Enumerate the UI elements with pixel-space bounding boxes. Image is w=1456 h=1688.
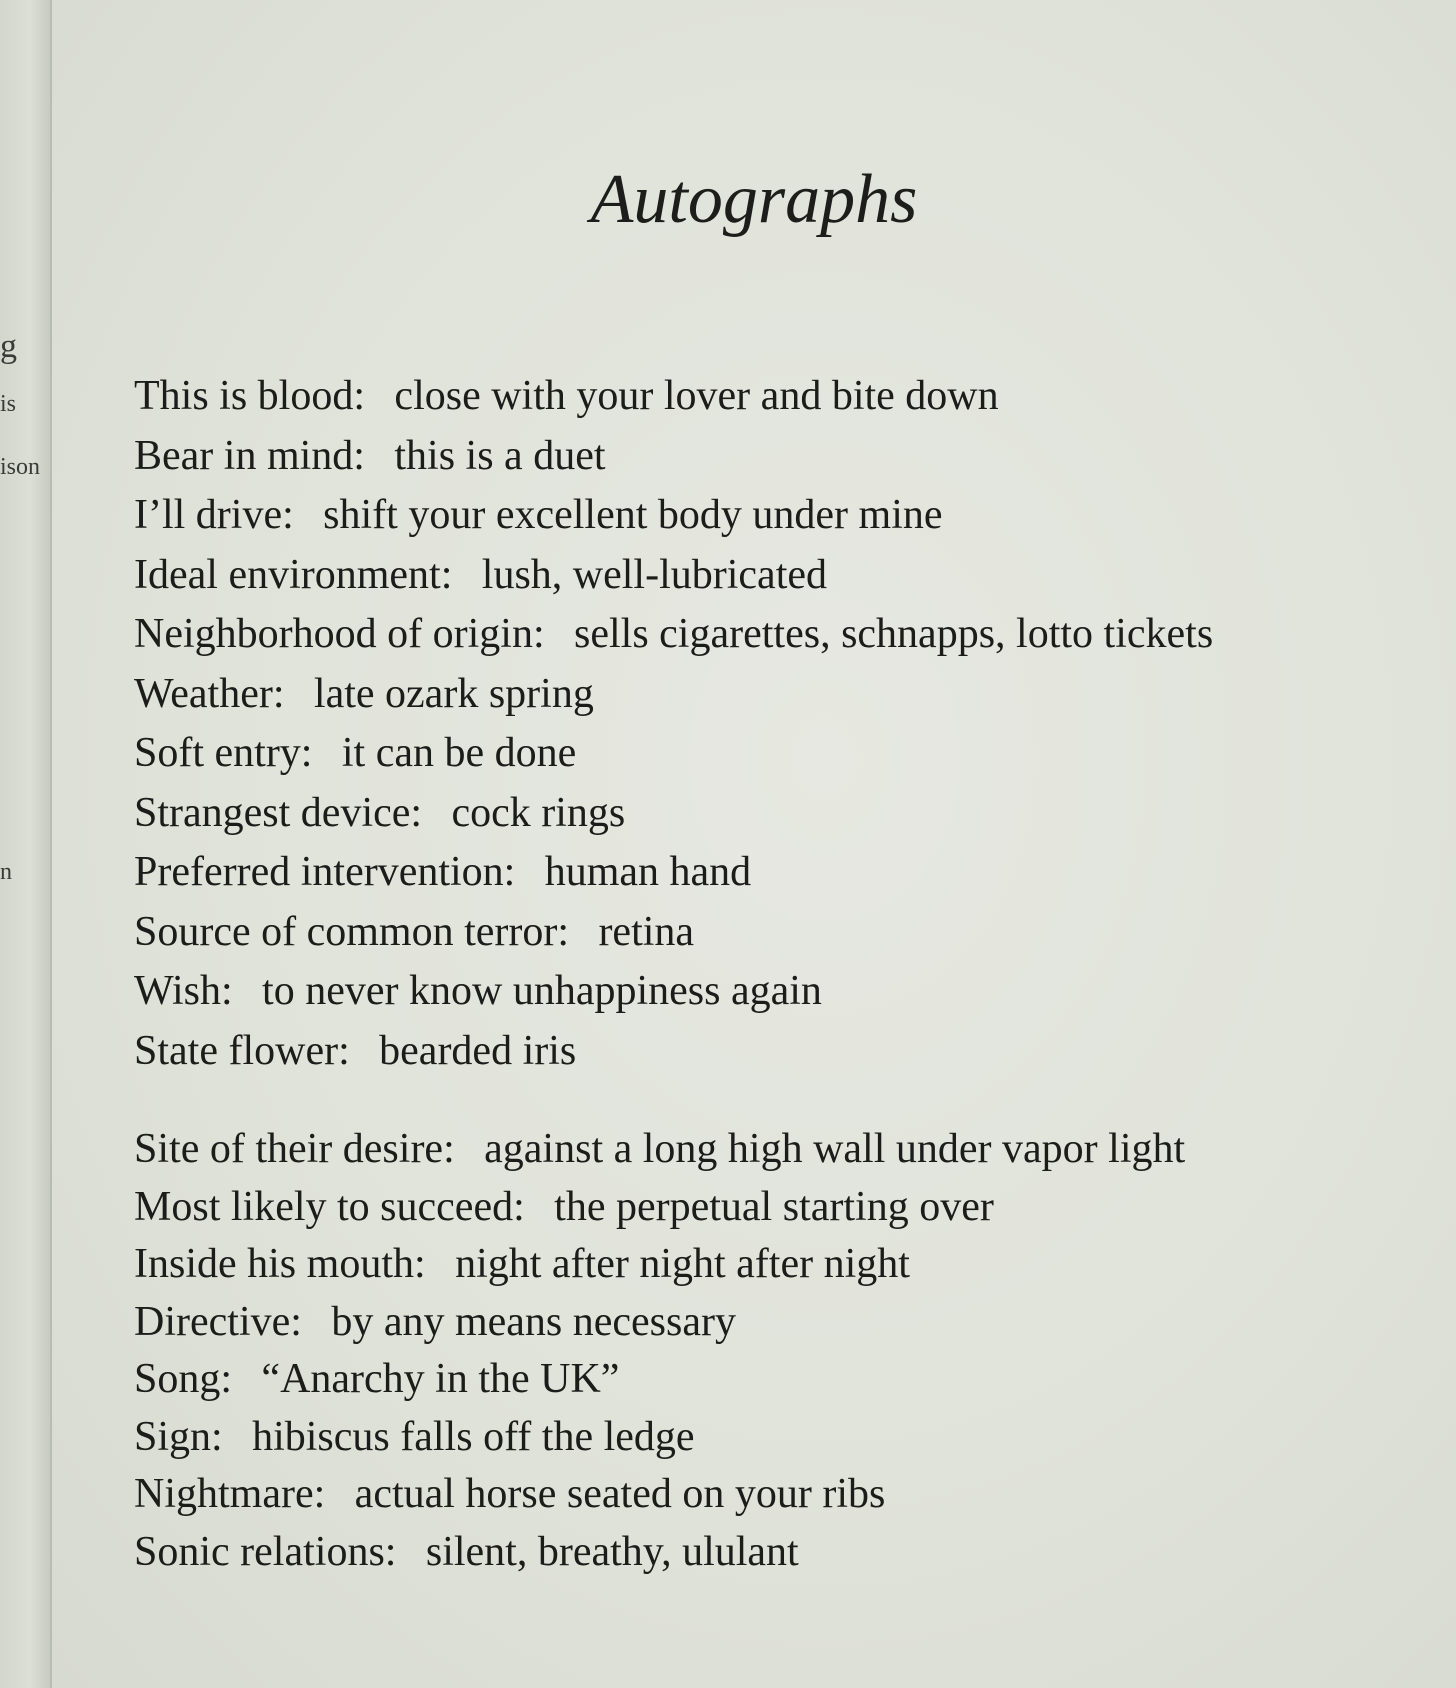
line-value: hibiscus falls off the ledge bbox=[252, 1413, 695, 1460]
margin-fragment: n bbox=[0, 859, 12, 885]
line-value: to never know unhappiness again bbox=[262, 968, 822, 1014]
line-value: close with your lover and bite down bbox=[394, 373, 999, 419]
poem-line bbox=[134, 1298, 1434, 1356]
poem-line bbox=[134, 1027, 1434, 1087]
line-value: night after night after night bbox=[455, 1241, 910, 1287]
line-label: State flower: bbox=[134, 1027, 350, 1074]
line-value: lush, well-lubricated bbox=[481, 551, 828, 598]
line-label: Source of common terror: bbox=[134, 908, 570, 955]
poem-line bbox=[134, 610, 1434, 670]
line-value: against a long high wall under vapor light bbox=[484, 1126, 1186, 1172]
line-label: Song: bbox=[134, 1356, 233, 1402]
line-label: This is blood: bbox=[134, 373, 366, 419]
line-label: Ideal environment: bbox=[134, 551, 453, 598]
line-value: shift your excellent body under mine bbox=[323, 492, 943, 538]
line-label: Bear in mind: bbox=[134, 432, 365, 479]
margin-fragment: g bbox=[0, 328, 17, 365]
line-label: Most likely to succeed: bbox=[134, 1183, 525, 1230]
line-value: this is a duet bbox=[394, 432, 606, 479]
poem-line bbox=[134, 1413, 1434, 1471]
poem-line bbox=[134, 848, 1434, 908]
poem-line bbox=[134, 1528, 1434, 1586]
poem-title: Autographs bbox=[590, 161, 918, 238]
line-label: Wish: bbox=[134, 968, 233, 1014]
line-value: by any means necessary bbox=[331, 1298, 736, 1345]
line-value: bearded iris bbox=[379, 1027, 577, 1074]
line-value: “Anarchy in the UK” bbox=[261, 1356, 620, 1402]
line-label: Weather: bbox=[134, 670, 285, 717]
line-label: Site of their desire: bbox=[134, 1126, 455, 1172]
facing-page-edge bbox=[0, 0, 52, 1688]
line-label: Preferred intervention: bbox=[134, 849, 516, 895]
poem-line bbox=[134, 1125, 1434, 1183]
line-label: Strangest device: bbox=[134, 789, 423, 836]
line-label: Sign: bbox=[134, 1413, 223, 1460]
margin-fragment: is bbox=[0, 391, 17, 417]
margin-fragment: ison bbox=[0, 454, 41, 480]
poem-line bbox=[134, 551, 1434, 611]
poem-line bbox=[134, 670, 1434, 730]
line-label: Nightmare: bbox=[134, 1471, 326, 1517]
line-value: sells cigarettes, schnapps, lotto tickets bbox=[574, 611, 1214, 657]
poem-line bbox=[134, 967, 1434, 1027]
line-label: Directive: bbox=[134, 1298, 302, 1345]
line-value: it can be done bbox=[341, 730, 577, 776]
stanza-2 bbox=[134, 1125, 1434, 1585]
poem-line bbox=[134, 729, 1434, 789]
line-value: retina bbox=[598, 908, 695, 955]
poem-line bbox=[134, 1355, 1434, 1413]
line-label: Inside his mouth: bbox=[134, 1241, 426, 1287]
line-label: I’ll drive: bbox=[134, 492, 294, 538]
line-value: human hand bbox=[544, 849, 752, 895]
book-page bbox=[52, 0, 1456, 1688]
poem-line bbox=[134, 908, 1434, 968]
poem-line bbox=[134, 1470, 1434, 1528]
stanza-1 bbox=[134, 372, 1434, 1086]
line-value: actual horse seated on your ribs bbox=[354, 1471, 886, 1517]
line-value: cock rings bbox=[451, 789, 626, 836]
poem-line bbox=[134, 1183, 1434, 1241]
line-label: Neighborhood of origin: bbox=[134, 611, 545, 657]
poem-line bbox=[134, 789, 1434, 849]
poem-line bbox=[134, 1240, 1434, 1298]
line-label: Soft entry: bbox=[134, 730, 313, 776]
poem-line bbox=[134, 432, 1434, 492]
line-value: late ozark spring bbox=[313, 670, 594, 717]
poem-line bbox=[134, 372, 1434, 432]
line-label: Sonic relations: bbox=[134, 1528, 397, 1575]
line-value: the perpetual starting over bbox=[554, 1183, 994, 1230]
line-value: silent, breathy, ululant bbox=[425, 1528, 799, 1575]
poem-line bbox=[134, 491, 1434, 551]
